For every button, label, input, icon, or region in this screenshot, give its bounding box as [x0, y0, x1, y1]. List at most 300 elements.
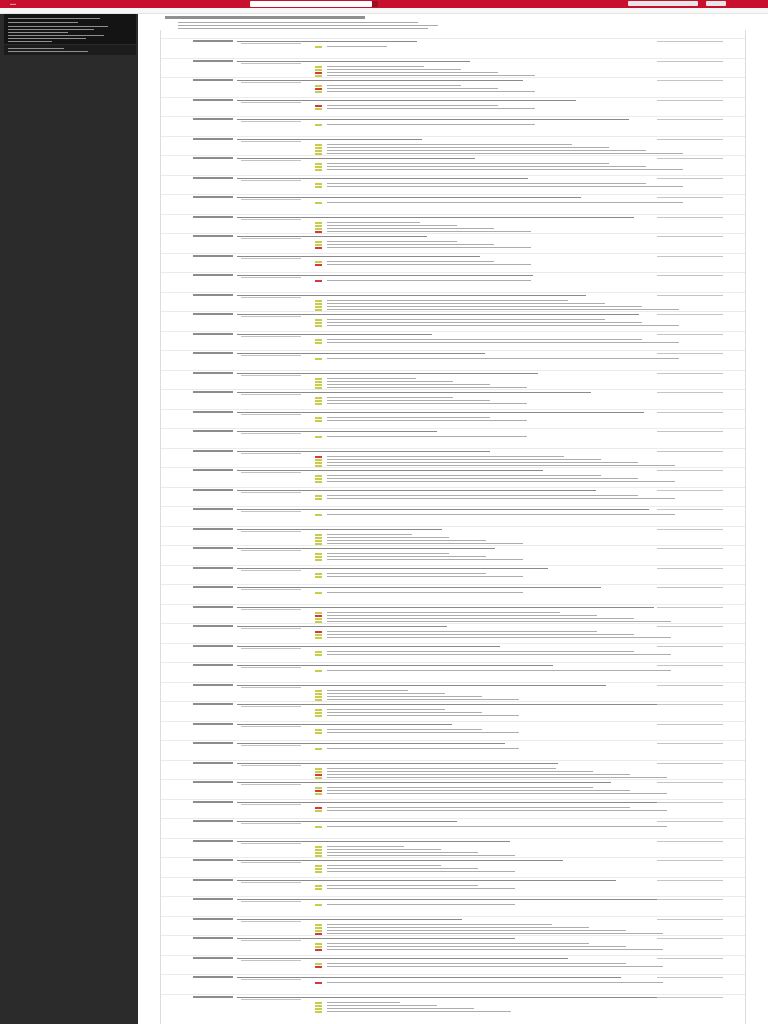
- vote-marker[interactable]: [315, 963, 322, 965]
- post-author[interactable]: [193, 430, 233, 432]
- post-author[interactable]: [193, 352, 233, 354]
- vote-marker[interactable]: [315, 651, 322, 653]
- post-date: [657, 197, 723, 198]
- post-body-line: [327, 693, 445, 694]
- vote-marker[interactable]: [315, 732, 322, 734]
- site-logo[interactable]: …: [10, 0, 16, 7]
- vote-marker[interactable]: [315, 397, 322, 399]
- vote-marker[interactable]: [315, 949, 322, 951]
- post-title: [237, 821, 457, 822]
- vote-marker[interactable]: [315, 540, 322, 542]
- post-title: [237, 685, 606, 686]
- vote-marker[interactable]: [315, 709, 322, 711]
- post-subline: [241, 570, 301, 571]
- vote-marker[interactable]: [315, 384, 322, 386]
- vote-marker[interactable]: [315, 66, 322, 68]
- post-author[interactable]: [193, 781, 233, 783]
- vote-marker[interactable]: [315, 108, 322, 110]
- post-title: [237, 61, 470, 62]
- vote-marker[interactable]: [315, 144, 322, 146]
- vote-marker[interactable]: [315, 943, 322, 945]
- sidebar-text-line: [8, 29, 94, 30]
- thread-post: [161, 955, 745, 975]
- post-author[interactable]: [193, 547, 233, 549]
- vote-marker[interactable]: [315, 576, 322, 578]
- post-body-line: [327, 319, 605, 320]
- post-author[interactable]: [193, 508, 233, 510]
- vote-marker[interactable]: [315, 787, 322, 789]
- top-link-1[interactable]: [628, 1, 698, 6]
- vote-marker[interactable]: [315, 456, 322, 458]
- post-body-line: [327, 384, 490, 385]
- post-body-line: [327, 631, 597, 632]
- vote-marker[interactable]: [315, 85, 322, 87]
- vote-marker[interactable]: [315, 615, 322, 617]
- vote-marker[interactable]: [315, 495, 322, 497]
- vote-marker[interactable]: [315, 163, 322, 165]
- sidebar-text-line: [8, 51, 88, 52]
- post-subline: [241, 433, 301, 434]
- post-author[interactable]: [193, 235, 233, 237]
- post-body-line: [327, 75, 535, 76]
- post-body-line: [327, 543, 523, 544]
- post-body-line: [327, 91, 535, 92]
- vote-marker[interactable]: [315, 475, 322, 477]
- thread-post: [161, 155, 745, 175]
- post-body-line: [327, 982, 663, 983]
- vote-marker[interactable]: [315, 618, 322, 620]
- vote-marker[interactable]: [315, 631, 322, 633]
- thread-post: [161, 760, 745, 780]
- post-body-line: [327, 690, 408, 691]
- post-title: [237, 236, 427, 237]
- post-author[interactable]: [193, 820, 233, 822]
- post-body-line: [327, 303, 605, 304]
- post-body-line: [327, 933, 663, 934]
- post-author[interactable]: [193, 333, 233, 335]
- post-date: [657, 685, 723, 686]
- vote-marker[interactable]: [315, 807, 322, 809]
- vote-marker[interactable]: [315, 1002, 322, 1004]
- post-author[interactable]: [193, 625, 233, 627]
- post-author[interactable]: [193, 450, 233, 452]
- post-body-line: [327, 403, 527, 404]
- post-subline: [241, 160, 301, 161]
- post-author[interactable]: [193, 703, 233, 705]
- post-author[interactable]: [193, 684, 233, 686]
- post-body-line: [327, 618, 634, 619]
- vote-marker[interactable]: [315, 556, 322, 558]
- post-body-line: [327, 963, 626, 964]
- post-date: [657, 412, 723, 413]
- vote-marker[interactable]: [315, 693, 322, 695]
- post-body-line: [327, 696, 482, 697]
- sidebar-text-line: [8, 48, 64, 49]
- post-title: [237, 938, 515, 939]
- vote-marker[interactable]: [315, 637, 322, 639]
- vote-marker[interactable]: [315, 247, 322, 249]
- post-body-line: [327, 436, 527, 437]
- post-subline: [241, 277, 301, 278]
- vote-marker[interactable]: [315, 826, 322, 828]
- thread-post: [161, 77, 745, 97]
- vote-marker[interactable]: [315, 378, 322, 380]
- vote-marker[interactable]: [315, 1008, 322, 1010]
- vote-marker[interactable]: [315, 241, 322, 243]
- post-author[interactable]: [193, 196, 233, 198]
- post-author[interactable]: [193, 801, 233, 803]
- vote-marker[interactable]: [315, 793, 322, 795]
- vote-marker[interactable]: [315, 222, 322, 224]
- post-author[interactable]: [193, 976, 233, 978]
- post-author[interactable]: [193, 138, 233, 140]
- post-subline: [241, 336, 301, 337]
- post-body-line: [327, 228, 494, 229]
- post-subline: [241, 726, 301, 727]
- search-button[interactable]: [372, 1, 378, 7]
- vote-marker[interactable]: [315, 927, 322, 929]
- vote-marker[interactable]: [315, 166, 322, 168]
- post-body-line: [327, 771, 593, 772]
- vote-marker[interactable]: [315, 462, 322, 464]
- post-body-line: [327, 306, 642, 307]
- post-body-line: [327, 715, 519, 716]
- vote-marker[interactable]: [315, 634, 322, 636]
- post-author[interactable]: [193, 489, 233, 491]
- post-title: [237, 607, 654, 608]
- vote-marker[interactable]: [315, 612, 322, 614]
- post-date: [657, 529, 723, 530]
- post-body-line: [327, 592, 523, 593]
- thread-post: [161, 526, 745, 546]
- vote-marker[interactable]: [315, 306, 322, 308]
- post-body-line: [327, 553, 449, 554]
- vote-marker[interactable]: [315, 514, 322, 516]
- vote-marker[interactable]: [315, 885, 322, 887]
- post-date: [657, 646, 723, 647]
- post-date: [657, 80, 723, 81]
- post-date: [657, 724, 723, 725]
- thread-post: [161, 740, 745, 760]
- post-author[interactable]: [193, 996, 233, 998]
- post-body-line: [327, 498, 675, 499]
- vote-marker[interactable]: [315, 810, 322, 812]
- vote-marker[interactable]: [315, 534, 322, 536]
- vote-marker[interactable]: [315, 865, 322, 867]
- vote-marker[interactable]: [315, 852, 322, 854]
- post-subline: [241, 960, 301, 961]
- thread-post: [161, 935, 745, 955]
- thread-post: [161, 545, 745, 565]
- post-author[interactable]: [193, 918, 233, 920]
- vote-marker[interactable]: [315, 436, 322, 438]
- vote-marker[interactable]: [315, 946, 322, 948]
- post-date: [657, 139, 723, 140]
- post-author[interactable]: [193, 742, 233, 744]
- vote-marker[interactable]: [315, 381, 322, 383]
- vote-marker[interactable]: [315, 573, 322, 575]
- post-author[interactable]: [193, 177, 233, 179]
- vote-marker[interactable]: [315, 553, 322, 555]
- vote-marker[interactable]: [315, 904, 322, 906]
- post-author[interactable]: [193, 313, 233, 315]
- vote-marker[interactable]: [315, 417, 322, 419]
- post-body-line: [327, 183, 646, 184]
- post-subline: [241, 141, 301, 142]
- post-body-line: [327, 1002, 400, 1003]
- post-author[interactable]: [193, 898, 233, 900]
- post-body-line: [327, 1011, 511, 1012]
- vote-marker[interactable]: [315, 654, 322, 656]
- vote-marker[interactable]: [315, 868, 322, 870]
- thread-post: [161, 428, 745, 448]
- vote-marker[interactable]: [315, 498, 322, 500]
- post-author[interactable]: [193, 840, 233, 842]
- post-subline: [241, 940, 301, 941]
- vote-marker[interactable]: [315, 774, 322, 776]
- post-body-line: [327, 459, 601, 460]
- vote-marker[interactable]: [315, 303, 322, 305]
- post-author[interactable]: [193, 664, 233, 666]
- vote-marker[interactable]: [315, 459, 322, 461]
- vote-marker[interactable]: [315, 225, 322, 227]
- vote-marker[interactable]: [315, 748, 322, 750]
- thread-post: [161, 701, 745, 721]
- post-body-line: [327, 865, 441, 866]
- vote-marker[interactable]: [315, 729, 322, 731]
- vote-marker[interactable]: [315, 244, 322, 246]
- post-body-line: [327, 621, 671, 622]
- post-body-line: [327, 241, 457, 242]
- post-body-line: [327, 325, 679, 326]
- post-title: [237, 587, 601, 588]
- search-input[interactable]: [250, 1, 372, 7]
- post-author[interactable]: [193, 274, 233, 276]
- vote-marker[interactable]: [315, 768, 322, 770]
- vote-marker[interactable]: [315, 228, 322, 230]
- post-author[interactable]: [193, 723, 233, 725]
- thread-post: [161, 272, 745, 292]
- thread-post: [161, 506, 745, 526]
- vote-marker[interactable]: [315, 966, 322, 968]
- post-subline: [241, 999, 301, 1000]
- post-date: [657, 821, 723, 822]
- post-author[interactable]: [193, 411, 233, 413]
- vote-marker[interactable]: [315, 358, 322, 360]
- vote-marker[interactable]: [315, 559, 322, 561]
- post-subline: [241, 316, 301, 317]
- vote-marker[interactable]: [315, 403, 322, 405]
- post-author[interactable]: [193, 469, 233, 471]
- post-body-line: [327, 147, 609, 148]
- post-author[interactable]: [193, 99, 233, 101]
- vote-marker[interactable]: [315, 319, 322, 321]
- post-body-line: [327, 654, 671, 655]
- vote-marker[interactable]: [315, 849, 322, 851]
- vote-marker[interactable]: [315, 342, 322, 344]
- vote-marker[interactable]: [315, 322, 322, 324]
- vote-marker[interactable]: [315, 420, 322, 422]
- vote-marker[interactable]: [315, 261, 322, 263]
- vote-marker[interactable]: [315, 670, 322, 672]
- post-body-line: [327, 556, 486, 557]
- vote-marker[interactable]: [315, 1005, 322, 1007]
- vote-marker[interactable]: [315, 846, 322, 848]
- post-body-line: [327, 534, 412, 535]
- post-body-line: [327, 651, 634, 652]
- post-body-line: [327, 612, 560, 613]
- post-author[interactable]: [193, 586, 233, 588]
- vote-marker[interactable]: [315, 72, 322, 74]
- post-body-line: [327, 615, 597, 616]
- top-link-2[interactable]: [706, 1, 726, 6]
- thread-post: [161, 38, 745, 58]
- post-author[interactable]: [193, 606, 233, 608]
- post-subline: [241, 667, 301, 668]
- vote-marker[interactable]: [315, 91, 322, 93]
- post-author[interactable]: [193, 762, 233, 764]
- thread-post: [161, 623, 745, 643]
- post-body-line: [327, 169, 683, 170]
- post-title: [237, 509, 649, 510]
- post-date: [657, 490, 723, 491]
- thread-post: [161, 818, 745, 838]
- post-subline: [241, 102, 301, 103]
- post-body-line: [327, 1008, 474, 1009]
- post-title: [237, 490, 596, 491]
- vote-marker[interactable]: [315, 124, 322, 126]
- thread-post: [161, 331, 745, 351]
- post-body-line: [327, 300, 568, 301]
- post-author[interactable]: [193, 937, 233, 939]
- vote-marker[interactable]: [315, 150, 322, 152]
- post-date: [657, 236, 723, 237]
- post-title: [237, 392, 591, 393]
- post-subline: [241, 921, 301, 922]
- post-date: [657, 100, 723, 101]
- vote-marker[interactable]: [315, 712, 322, 714]
- vote-marker[interactable]: [315, 790, 322, 792]
- vote-marker[interactable]: [315, 924, 322, 926]
- post-title: [237, 275, 533, 276]
- post-body-line: [327, 124, 535, 125]
- post-body-line: [327, 322, 642, 323]
- post-author[interactable]: [193, 528, 233, 530]
- post-date: [657, 899, 723, 900]
- post-date: [657, 880, 723, 881]
- post-author[interactable]: [193, 391, 233, 393]
- thread-post: [161, 194, 745, 214]
- post-author[interactable]: [193, 859, 233, 861]
- vote-marker[interactable]: [315, 325, 322, 327]
- post-title: [237, 470, 543, 471]
- post-subline: [241, 414, 301, 415]
- post-author[interactable]: [193, 567, 233, 569]
- sidebar-text-line: [8, 22, 78, 23]
- vote-marker[interactable]: [315, 46, 322, 48]
- vote-marker[interactable]: [315, 478, 322, 480]
- post-title: [237, 529, 442, 530]
- post-date: [657, 451, 723, 452]
- post-author[interactable]: [193, 372, 233, 374]
- post-body-line: [327, 924, 552, 925]
- vote-marker[interactable]: [315, 930, 322, 932]
- post-body-line: [327, 768, 556, 769]
- vote-marker[interactable]: [315, 88, 322, 90]
- post-title: [237, 568, 548, 569]
- vote-marker[interactable]: [315, 871, 322, 873]
- post-title: [237, 217, 634, 218]
- post-body-line: [327, 777, 667, 778]
- vote-marker[interactable]: [315, 300, 322, 302]
- post-body-line: [327, 280, 531, 281]
- post-author[interactable]: [193, 40, 233, 42]
- vote-marker[interactable]: [315, 183, 322, 185]
- vote-marker[interactable]: [315, 690, 322, 692]
- vote-marker[interactable]: [315, 592, 322, 594]
- post-author[interactable]: [193, 879, 233, 881]
- vote-marker[interactable]: [315, 400, 322, 402]
- post-date: [657, 568, 723, 569]
- vote-marker[interactable]: [315, 69, 322, 71]
- post-body-line: [327, 946, 626, 947]
- post-author[interactable]: [193, 294, 233, 296]
- vote-marker[interactable]: [315, 982, 322, 984]
- post-author[interactable]: [193, 118, 233, 120]
- thread-post: [161, 487, 745, 507]
- post-body-line: [327, 943, 589, 944]
- post-author[interactable]: [193, 60, 233, 62]
- vote-marker[interactable]: [315, 280, 322, 282]
- post-author[interactable]: [193, 157, 233, 159]
- post-body-line: [327, 930, 626, 931]
- post-author[interactable]: [193, 216, 233, 218]
- post-date: [657, 841, 723, 842]
- post-author[interactable]: [193, 79, 233, 81]
- post-body-line: [327, 381, 453, 382]
- thread-post: [161, 721, 745, 741]
- vote-marker[interactable]: [315, 169, 322, 171]
- vote-marker[interactable]: [315, 537, 322, 539]
- vote-marker[interactable]: [315, 202, 322, 204]
- vote-marker[interactable]: [315, 1011, 322, 1013]
- post-body-line: [327, 748, 519, 749]
- post-author[interactable]: [193, 645, 233, 647]
- vote-marker[interactable]: [315, 888, 322, 890]
- vote-marker[interactable]: [315, 105, 322, 107]
- post-subline: [241, 862, 301, 863]
- vote-marker[interactable]: [315, 339, 322, 341]
- post-title: [237, 139, 422, 140]
- sidebar-text-line: [8, 18, 100, 19]
- vote-marker[interactable]: [315, 264, 322, 266]
- post-body-line: [327, 846, 404, 847]
- vote-marker[interactable]: [315, 186, 322, 188]
- vote-marker[interactable]: [315, 715, 322, 717]
- thread-post: [161, 233, 745, 253]
- post-author[interactable]: [193, 255, 233, 257]
- thread-post: [161, 779, 745, 799]
- thread-post: [161, 409, 745, 429]
- vote-marker[interactable]: [315, 771, 322, 773]
- post-subline: [241, 784, 301, 785]
- vote-marker[interactable]: [315, 696, 322, 698]
- vote-marker[interactable]: [315, 481, 322, 483]
- post-subline: [241, 355, 301, 356]
- vote-marker[interactable]: [315, 147, 322, 149]
- post-author[interactable]: [193, 957, 233, 959]
- sidebar-text-line: [8, 35, 104, 36]
